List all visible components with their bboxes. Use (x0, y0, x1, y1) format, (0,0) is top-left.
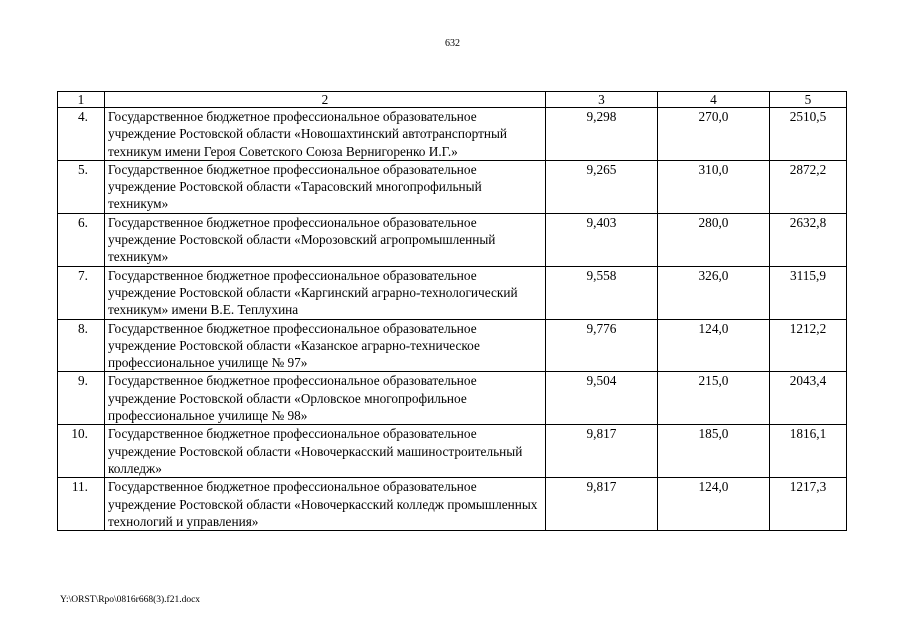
value-col5: 2872,2 (770, 160, 847, 213)
institution-name: Государственное бюджетное профессиональное образовательное учреждение Ростовской области «Тарасовский многопрофильный техникум» (105, 160, 546, 213)
row-number: 5. (58, 160, 105, 213)
table-row (58, 478, 847, 531)
row-number: 7. (58, 266, 105, 319)
value-col3: 9,558 (546, 266, 658, 319)
value-col3: 9,817 (546, 478, 658, 531)
value-col3: 9,776 (546, 319, 658, 372)
table-row (58, 266, 847, 319)
value-col4: 280,0 (658, 213, 770, 266)
value-col5: 1212,2 (770, 319, 847, 372)
value-col3: 9,504 (546, 372, 658, 425)
institution-name: Государственное бюджетное профессиональное образовательное учреждение Ростовской области «Новочеркасский колледж промышленных технологий и управления» (105, 478, 546, 531)
table-row (58, 108, 847, 161)
value-col3: 9,298 (546, 108, 658, 161)
table-header-cell: 2 (105, 92, 546, 108)
row-number: 4. (58, 108, 105, 161)
institution-name: Государственное бюджетное профессиональное образовательное учреждение Ростовской области «Казанское аграрно-техническое профессиональное училище № 97» (105, 319, 546, 372)
value-col5: 2632,8 (770, 213, 847, 266)
value-col5: 1217,3 (770, 478, 847, 531)
institution-name: Государственное бюджетное профессиональное образовательное учреждение Ростовской области «Орловское многопрофильное профессиональное училище № 98» (105, 372, 546, 425)
row-number: 10. (58, 425, 105, 478)
value-col4: 270,0 (658, 108, 770, 161)
value-col3: 9,817 (546, 425, 658, 478)
table-row (58, 160, 847, 213)
value-col5: 2043,4 (770, 372, 847, 425)
value-col4: 215,0 (658, 372, 770, 425)
value-col5: 3115,9 (770, 266, 847, 319)
value-col5: 2510,5 (770, 108, 847, 161)
value-col5: 1816,1 (770, 425, 847, 478)
institution-name: Государственное бюджетное профессиональное образовательное учреждение Ростовской области «Каргинский аграрно-технологический техникум» имени В.Е. Теплухина (105, 266, 546, 319)
row-number: 6. (58, 213, 105, 266)
institution-name: Государственное бюджетное профессиональное образовательное учреждение Ростовской области «Новошахтинский автотранспортный техникум имени Героя Советского Союза Вернигоренко И.Г.» (105, 108, 546, 161)
value-col3: 9,403 (546, 213, 658, 266)
value-col4: 124,0 (658, 319, 770, 372)
value-col4: 185,0 (658, 425, 770, 478)
value-col4: 326,0 (658, 266, 770, 319)
row-number: 11. (58, 478, 105, 531)
footer-file-path: Y:\ORST\Rpo\0816r668(3).f21.docx (60, 595, 201, 605)
table-header-cell: 1 (58, 92, 105, 108)
table-header-row (58, 92, 847, 108)
value-col4: 310,0 (658, 160, 770, 213)
value-col3: 9,265 (546, 160, 658, 213)
table-header-cell: 5 (770, 92, 847, 108)
table-header-cell: 3 (546, 92, 658, 108)
table-row (58, 372, 847, 425)
institution-name: Государственное бюджетное профессиональное образовательное учреждение Ростовской области «Новочеркасский машиностроительный колледж» (105, 425, 546, 478)
page-number: 632 (445, 38, 460, 49)
row-number: 8. (58, 319, 105, 372)
data-table (57, 91, 847, 531)
row-number: 9. (58, 372, 105, 425)
table-row (58, 213, 847, 266)
table-row (58, 425, 847, 478)
table-header-cell: 4 (658, 92, 770, 108)
table-row (58, 319, 847, 372)
value-col4: 124,0 (658, 478, 770, 531)
institution-name: Государственное бюджетное профессиональное образовательное учреждение Ростовской области «Морозовский агропромышленный техникум» (105, 213, 546, 266)
